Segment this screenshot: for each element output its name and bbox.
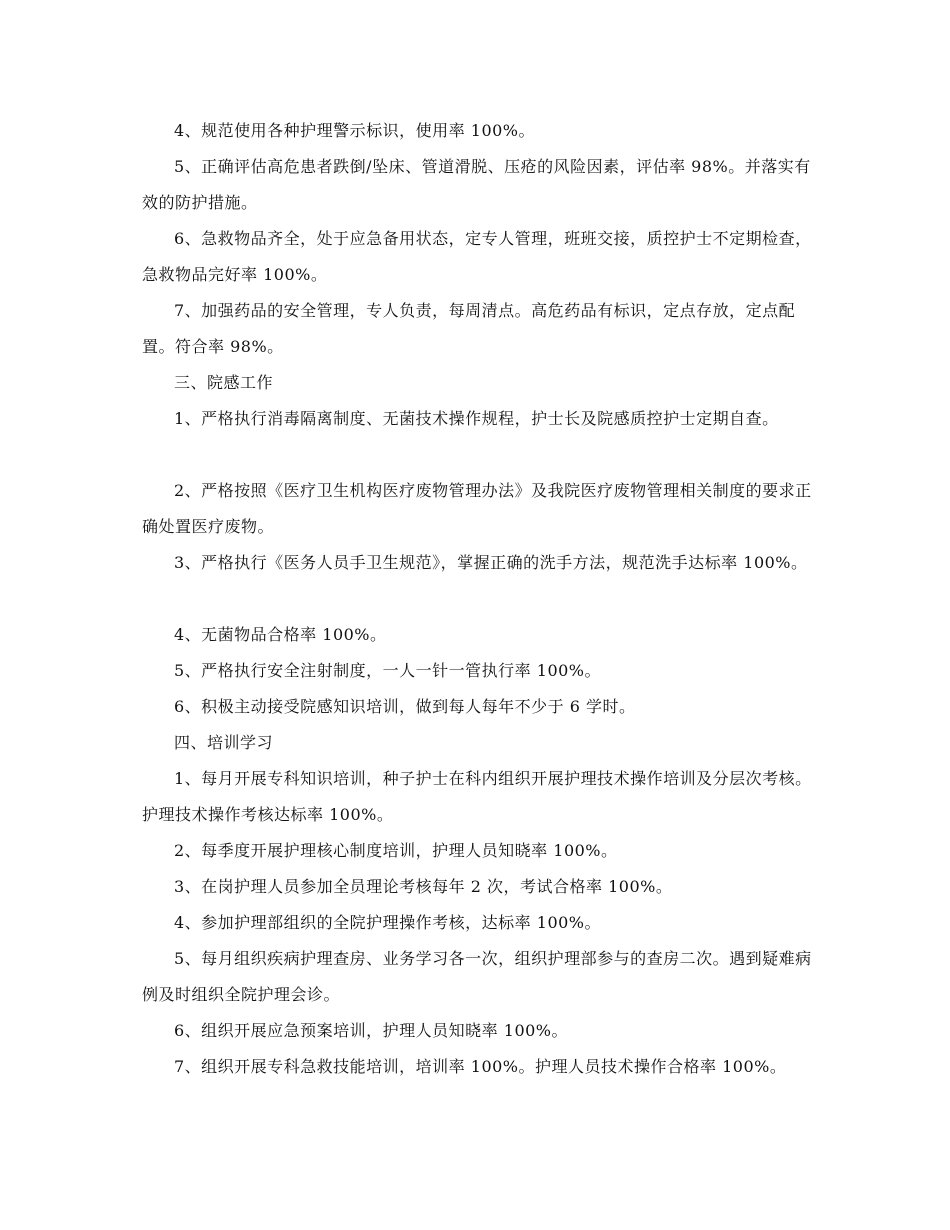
paragraph-theory-exam: 3、在岗护理人员参加全员理论考核每年 2 次，考试合格率 100%。 — [174, 877, 673, 896]
paragraph-first-aid-skills: 7、组织开展专科急救技能培训，培训率 100%。护理人员技术操作合格率 100%。 — [174, 1057, 787, 1076]
paragraph-sterile-items: 4、无菌物品合格率 100%。 — [174, 625, 387, 644]
paragraph-drug-management: 7、加强药品的安全管理，专人负责，每周清点。高危药品有标识，定点存放，定点配置。符合率 98%。 — [142, 301, 796, 356]
paragraph-monthly-training: 1、每月开展专科知识培训，种子护士在科内组织开展护理技术操作培训及分层次考核。护理技术操作考核达标率 100%。 — [142, 769, 812, 824]
paragraph-emergency-plan: 6、组织开展应急预案培训，护理人员知晓率 100%。 — [174, 1021, 569, 1040]
paragraph-risk-assessment: 5、正确评估高危患者跌倒/坠床、管道滑脱、压疮的风险因素，评估率 98%。并落实有效的防护措施。 — [142, 157, 811, 212]
paragraph-ward-rounds: 5、每月组织疾病护理查房、业务学习各一次，组织护理部参与的查房二次。遇到疑难病例及时组织全院护理会诊。 — [142, 949, 812, 1004]
paragraph-disinfection: 1、严格执行消毒隔离制度、无菌技术操作规程，护士长及院感质控护士定期自查。 — [174, 409, 779, 428]
paragraph-warning-signs: 4、规范使用各种护理警示标识，使用率 100%。 — [174, 121, 536, 140]
paragraph-emergency-supplies: 6、急救物品齐全，处于应急备用状态，定专人管理，班班交接，质控护士不定期检查，急救物品完好率 100%。 — [142, 229, 812, 284]
paragraph-hand-hygiene: 3、严格执行《医务人员手卫生规范》，掌握正确的洗手方法，规范洗手达标率 100%。 — [174, 553, 808, 572]
paragraph-core-system-training: 2、每季度开展护理核心制度培训，护理人员知晓率 100%。 — [174, 841, 618, 860]
paragraph-infection-training: 6、积极主动接受院感知识培训，做到每人每年不少于 6 学时。 — [174, 697, 636, 716]
paragraph-safe-injection: 5、严格执行安全注射制度，一人一针一管执行率 100%。 — [174, 661, 602, 680]
section-heading-training: 四、培训学习 — [174, 733, 274, 752]
paragraph-medical-waste: 2、严格按照《医疗卫生机构医疗废物管理办法》及我院医疗废物管理相关制度的要求正确处置医疗废物。 — [142, 481, 812, 536]
section-heading-infection-control: 三、院感工作 — [174, 373, 274, 392]
paragraph-operation-exam: 4、参加护理部组织的全院护理操作考核，达标率 100%。 — [174, 913, 602, 932]
